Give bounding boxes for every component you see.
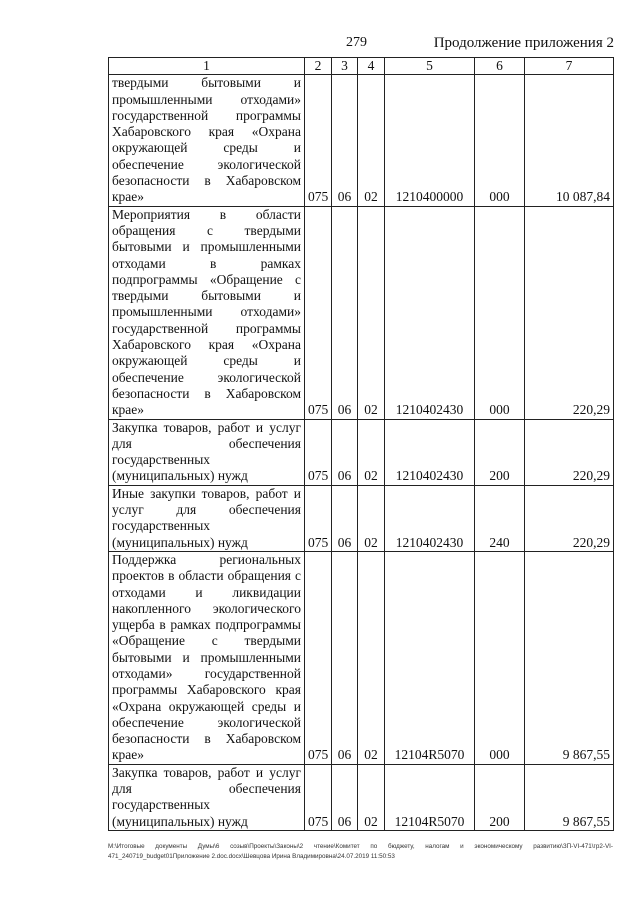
column-header-expense-type: 6: [475, 58, 525, 75]
column-header-subsection: 4: [358, 58, 385, 75]
expense-type-cell: 200: [475, 764, 525, 830]
amount-cell: 220,29: [525, 206, 614, 419]
target-article-cell: 12104R5070: [385, 551, 475, 764]
table-row: [109, 206, 614, 419]
target-article-cell: 12104R5070: [385, 764, 475, 830]
expense-type-cell: 000: [475, 206, 525, 419]
ministry-code-cell: 075: [305, 551, 332, 764]
target-article-cell: 1210402430: [385, 485, 475, 551]
table-row: [109, 551, 614, 764]
target-article-cell: 1210402430: [385, 206, 475, 419]
appendix-continuation-label: Продолжение приложения 2: [433, 35, 614, 51]
target-article-cell: 1210402430: [385, 419, 475, 485]
amount-cell: 9 867,55: [525, 551, 614, 764]
section-code-cell: 06: [332, 206, 358, 419]
section-code-cell: 06: [332, 764, 358, 830]
section-code-cell: 06: [332, 75, 358, 206]
subsection-code-cell: 02: [358, 75, 385, 206]
section-code-cell: 06: [332, 485, 358, 551]
ministry-code-cell: 075: [305, 419, 332, 485]
subsection-code-cell: 02: [358, 206, 385, 419]
row-name-cell: Иные закупки товаров, работ и услуг для обеспечения государственных (муниципальных) нужд: [109, 485, 305, 551]
table-header-row: [109, 58, 614, 75]
amount-cell: 9 867,55: [525, 764, 614, 830]
expense-type-cell: 000: [475, 75, 525, 206]
table-row: [109, 75, 614, 206]
amount-cell: 220,29: [525, 419, 614, 485]
expense-type-cell: 000: [475, 551, 525, 764]
target-article-cell: 1210400000: [385, 75, 475, 206]
ministry-code-cell: 075: [305, 485, 332, 551]
section-code-cell: 06: [332, 419, 358, 485]
row-name-cell: Закупка товаров, работ и услуг для обеспечения государственных (муниципальных) нужд: [109, 419, 305, 485]
amount-cell: 220,29: [525, 485, 614, 551]
amount-cell: 10 087,84: [525, 75, 614, 206]
column-header-target-article: 5: [385, 58, 475, 75]
row-name-cell: Мероприятия в области обращения с твердыми бытовыми и промышленными отходами в рамках подпрограммы «Обращение с твердыми бытовыми и промышленными отходами» государственной программы Хабаровского края «Охрана окружающей среды и обеспечение экологической безопасности в Хабаровском крае»: [109, 206, 305, 419]
subsection-code-cell: 02: [358, 551, 385, 764]
subsection-code-cell: 02: [358, 485, 385, 551]
subsection-code-cell: 02: [358, 764, 385, 830]
table-row: [109, 485, 614, 551]
table-row: [109, 419, 614, 485]
table-row: [109, 764, 614, 830]
ministry-code-cell: 075: [305, 764, 332, 830]
row-name-cell: Закупка товаров, работ и услуг для обеспечения государственных (муниципальных) нужд: [109, 764, 305, 830]
column-header-name: 1: [109, 58, 305, 75]
ministry-code-cell: 075: [305, 75, 332, 206]
expense-type-cell: 200: [475, 419, 525, 485]
row-name-cell: твердыми бытовыми и промышленными отходами» государственной программы Хабаровского края «Охрана окружающей среды и обеспечение экологической безопасности в Хабаровском крае»: [109, 75, 305, 206]
page-number: 279: [346, 35, 367, 50]
column-header-amount: 7: [525, 58, 614, 75]
subsection-code-cell: 02: [358, 419, 385, 485]
column-header-ministry: 2: [305, 58, 332, 75]
section-code-cell: 06: [332, 551, 358, 764]
budget-table: [108, 57, 614, 831]
column-header-section: 3: [332, 58, 358, 75]
document-path-footer: M:\Итоговые документы Думы\6 созыв\Проекты\Законы\2 чтение\Комитет по бюджету, налогам и экономическому развитию\ЗП-VI-471\гр2-VI-471_240719_budget01Приложение 2.doc.docx\Шевцова Ирина Владимировна\24.07.2019 11:50:53: [108, 843, 613, 860]
row-name-cell: Поддержка региональных проектов в области обращения с отходами и ликвидации накопленного экологического ущерба в рамках подпрограммы «Обращение с твердыми бытовыми и промышленными отходами» государственной программы Хабаровского края «Охрана окружающей среды и обеспечение экологической безопасности в Хабаровском крае»: [109, 551, 305, 764]
ministry-code-cell: 075: [305, 206, 332, 419]
expense-type-cell: 240: [475, 485, 525, 551]
